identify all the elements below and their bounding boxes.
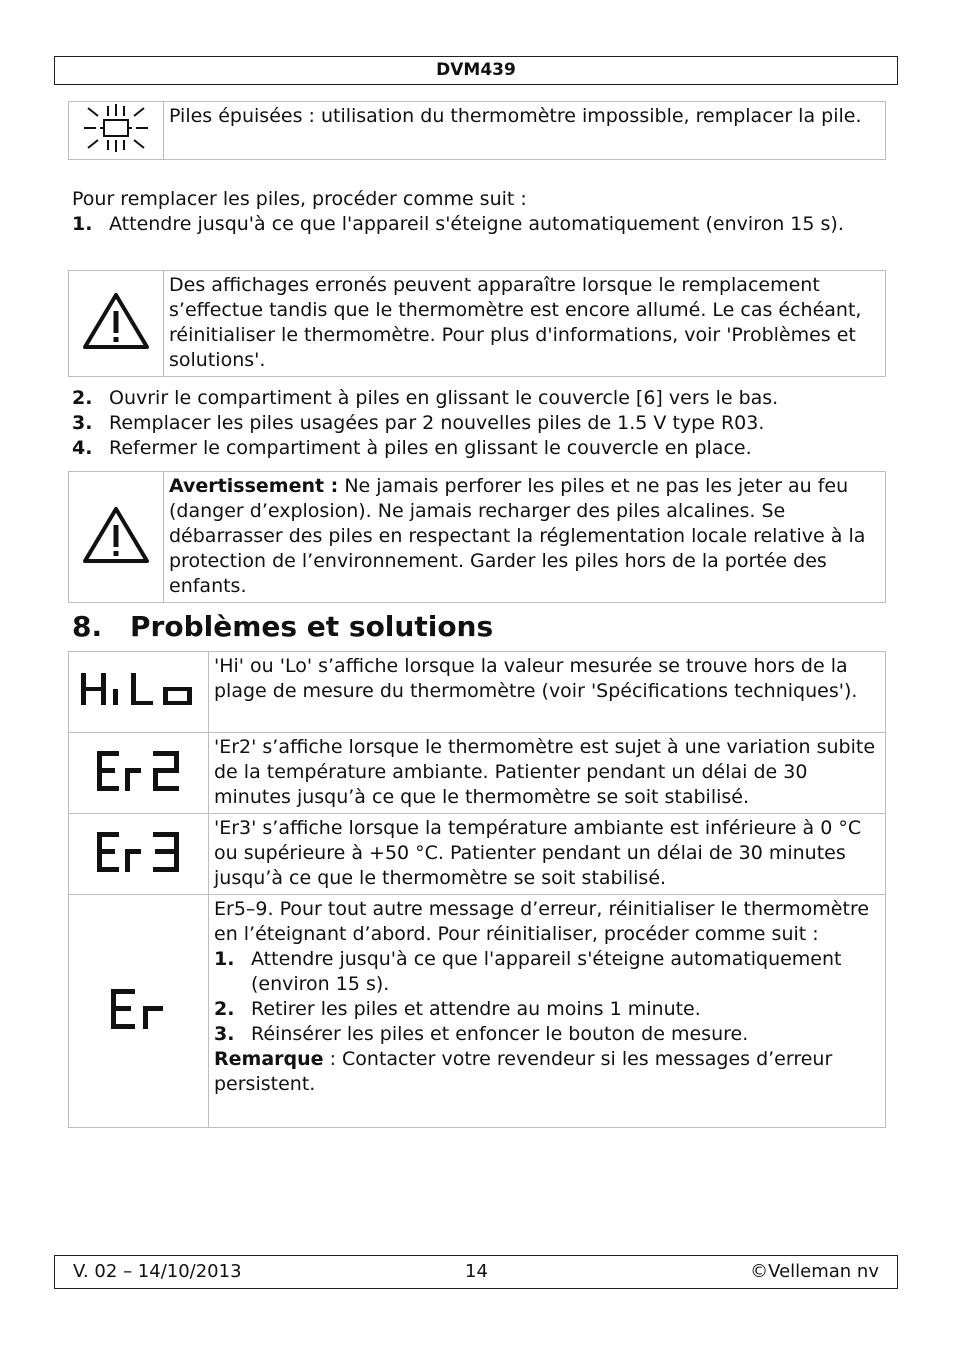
- er2-lcd-icon: [93, 747, 185, 795]
- step-1-text: Attendre jusqu'à ce que l'appareil s'éteigne automatiquement (environ 15 s).: [109, 213, 844, 235]
- er-note: [214, 1048, 832, 1095]
- er-substep-3: [214, 1022, 881, 1047]
- warning-triangle-icon: [81, 505, 151, 565]
- er-note-text: : Contacter votre revendeur si les messages d’erreur persistent.: [214, 1048, 833, 1095]
- er-substep-1-text: Attendre jusqu'à ce que l'appareil s'éteigne automatiquement (environ 15 s).: [251, 948, 842, 995]
- header-title: DVM439: [436, 60, 516, 80]
- step-4-number: 4.: [72, 437, 93, 459]
- er-lcd-icon: [107, 985, 171, 1033]
- problem-row: [69, 895, 886, 1128]
- document-header: [54, 56, 898, 85]
- replace-intro: Pour remplacer les piles, procéder comme suit :: [72, 188, 527, 210]
- section-number: 8.: [72, 610, 103, 643]
- battery-low-blinking-icon: [78, 102, 154, 154]
- section-title: Problèmes et solutions: [130, 610, 494, 643]
- er-substep-3-number: 3.: [214, 1023, 235, 1045]
- warning-box: [68, 471, 886, 603]
- er-text-cell: [209, 895, 886, 1128]
- problems-table: [68, 651, 886, 1128]
- er3-display-cell: [69, 814, 209, 895]
- step-3-number: 3.: [72, 412, 93, 434]
- hi-lo-lcd-icon: [77, 669, 201, 711]
- er3-text: 'Er3' s’affiche lorsque la température ambiante est inférieure à 0 °C ou supérieure à +50 °C. Patienter pendant un délai de 30 minutes jusqu’à ce que le thermomètre se soit stabilisé.: [209, 814, 886, 895]
- footer-page-number: 14: [465, 1261, 488, 1282]
- problem-row: [69, 814, 886, 895]
- er3-lcd-icon: [93, 828, 185, 876]
- warning-body: Ne jamais perforer les piles et ne pas les jeter au feu (danger d’explosion). Ne jamais recharger des piles alcalines. Se débarrasser des piles en respectant la réglementation locale relative à la protection de l’environnement. Garder les piles hors de la portée des enfants.: [169, 475, 866, 597]
- er-substep-3-text: Réinsérer les piles et enfoncer le bouton de mesure.: [251, 1023, 749, 1045]
- step-3-text: Remplacer les piles usagées par 2 nouvelles piles de 1.5 V type R03.: [109, 412, 765, 434]
- step-2-text: Ouvrir le compartiment à piles en glissant le couvercle [6] vers le bas.: [109, 387, 779, 409]
- caution-text: Des affichages erronés peuvent apparaître lorsque le remplacement s’effectue tandis que le thermomètre est encore allumé. Le cas échéant, réinitialiser le thermomètre. Pour plus d'informations, voir 'Problèmes et solutions'.: [164, 271, 886, 377]
- battery-info-text: Piles épuisées : utilisation du thermomètre impossible, remplacer la pile.: [164, 102, 886, 160]
- er-intro: Er5–9. Pour tout autre message d’erreur, réinitialiser le thermomètre en l’éteignant d’abord. Pour réinitialiser, procéder comme suit :: [214, 898, 870, 945]
- step-1-number: 1.: [72, 213, 93, 235]
- section-heading: [72, 610, 493, 643]
- battery-icon-cell: [69, 102, 164, 160]
- er-substep-2-text: Retirer les piles et attendre au moins 1 minute.: [251, 998, 701, 1020]
- footer-copyright: ©Velleman nv: [750, 1261, 879, 1282]
- problem-row: [69, 652, 886, 733]
- er-substep-2-number: 2.: [214, 998, 235, 1020]
- warning-label: Avertissement :: [169, 475, 339, 497]
- warning-text: [164, 472, 886, 603]
- er-note-label: Remarque: [214, 1048, 324, 1070]
- battery-info-box: [68, 101, 886, 160]
- warning-triangle-icon: [81, 291, 151, 351]
- footer-version: V. 02 – 14/10/2013: [73, 1261, 242, 1282]
- er-substep-1-number: 1.: [214, 948, 235, 970]
- hi-lo-text: 'Hi' ou 'Lo' s’affiche lorsque la valeur mesurée se trouve hors de la plage de mesure du thermomètre (voir 'Spécifications techniques').: [209, 652, 886, 733]
- er2-display-cell: [69, 733, 209, 814]
- er-display-cell: [69, 895, 209, 1128]
- caution-box: [68, 270, 886, 377]
- er2-text: 'Er2' s’affiche lorsque le thermomètre est sujet à une variation subite de la température ambiante. Patienter pendant un délai de 30 minutes jusqu’à ce que le thermomètre se soit stabilisé.: [209, 733, 886, 814]
- step-1: [72, 212, 872, 262]
- document-footer: [54, 1255, 898, 1289]
- problem-row: [69, 733, 886, 814]
- er-substep-1: [214, 947, 881, 997]
- step-2-number: 2.: [72, 387, 93, 409]
- er-substep-2: [214, 997, 881, 1022]
- hi-lo-display-cell: [69, 652, 209, 733]
- step-4-text: Refermer le compartiment à piles en glissant le couvercle en place.: [109, 437, 752, 459]
- warning-icon-cell: [69, 472, 164, 603]
- caution-icon-cell: [69, 271, 164, 377]
